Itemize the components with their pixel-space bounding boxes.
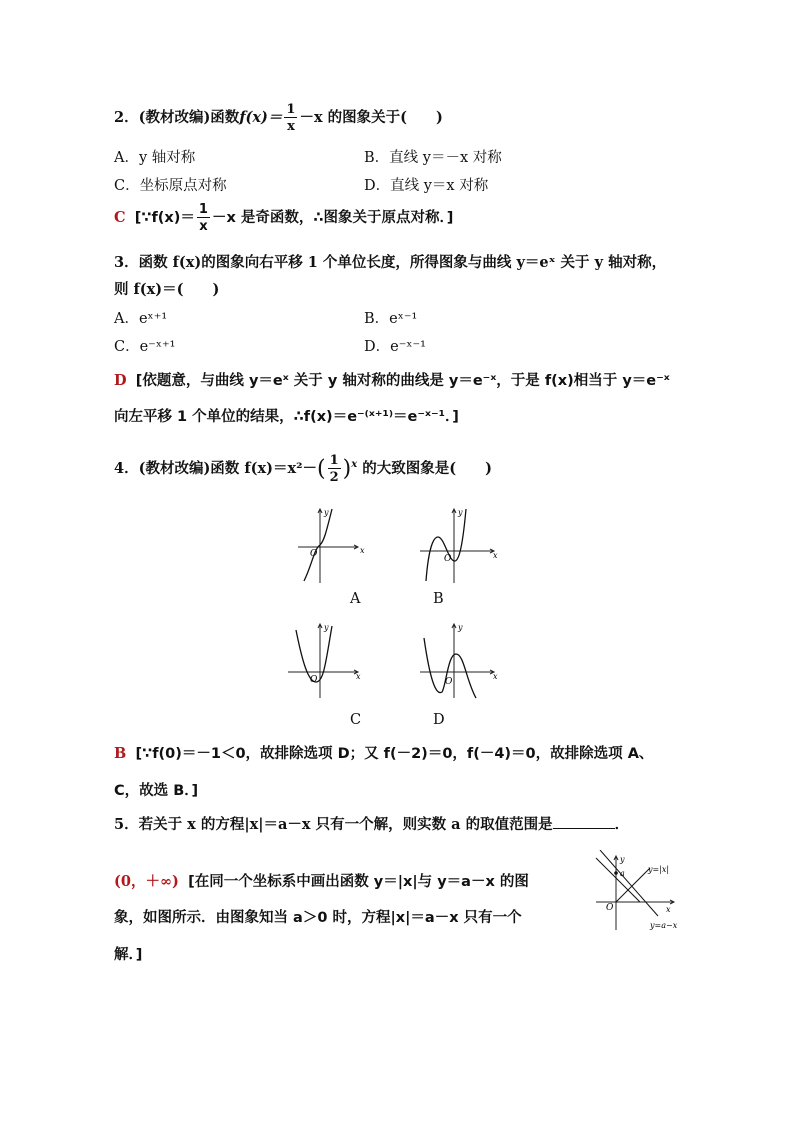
q2-fx: f(x)＝ <box>239 109 283 126</box>
q3-line1: 3．函数 f(x)的图象向右平移 1 个单位长度，所得图象与曲线 y＝eˣ 关于 y 轴对称， <box>114 254 667 271</box>
q5-explanation-line3: 解．] <box>114 947 143 963</box>
q5-answer-blank <box>553 816 615 829</box>
graph-c <box>286 620 368 700</box>
graph-a-origin: O <box>310 549 318 559</box>
q5-fig-x-label: x <box>666 905 671 914</box>
q2-option-d: D．直线 y＝x 对称 <box>364 178 489 194</box>
graph-c-x-label: x <box>356 672 361 681</box>
q5-stem <box>114 813 629 834</box>
q5-explanation-line1 <box>114 870 529 891</box>
q5-fig-a-label: a <box>620 869 625 878</box>
q4-paren-fraction <box>328 454 341 484</box>
q2-exp-fraction <box>197 203 210 233</box>
q5-end: ． <box>614 816 630 833</box>
q3-option-c: C．e⁻ˣ⁺¹ <box>114 339 176 355</box>
q3-exp-line1: [依题意，与曲线 y＝eˣ 关于 y 轴对称的曲线是 y＝e⁻ˣ，于是 f(x)相当于 y＝e⁻ˣ <box>135 373 670 389</box>
q2-stem <box>114 103 443 133</box>
graph-a <box>296 505 368 585</box>
graph-b <box>418 505 500 585</box>
q4-paren-den: 2 <box>329 470 339 485</box>
graph-d-x-label: x <box>493 672 498 681</box>
q4-paren-num: 1 <box>329 453 339 468</box>
q4-prefix: 4．(教材改编)函数 f(x)＝x²－ <box>114 460 317 477</box>
q2-exp-pre: [∵f(x)＝ <box>134 210 195 226</box>
q3-line2: 则 f(x)＝( ) <box>114 281 220 298</box>
q4-explanation-line2: C，故选 B．] <box>114 783 199 799</box>
q2-option-a: A．y 轴对称 <box>114 150 196 166</box>
graph-d-origin: O <box>445 677 453 687</box>
graph-b-y-label: y <box>458 508 463 517</box>
graph-b-label: B <box>433 591 444 607</box>
graph-d-label: D <box>433 712 445 728</box>
q5-fig-origin: O <box>606 903 614 913</box>
q2-answer: C <box>114 209 126 226</box>
q3-option-a: A．eˣ⁺¹ <box>114 311 168 327</box>
graph-c-label: C <box>350 712 362 728</box>
graph-c-origin: O <box>310 675 318 685</box>
q4-explanation-line1 <box>114 742 653 763</box>
q2-tail: －x 的图象关于( ) <box>299 109 443 126</box>
graph-c-y-label: y <box>324 623 329 632</box>
graph-a-y-label: y <box>324 508 329 517</box>
q4-answer: B <box>114 745 127 762</box>
q2-exp-num: 1 <box>198 202 208 217</box>
q2-option-c: C．坐标原点对称 <box>114 178 227 194</box>
q3-explanation-line1 <box>114 369 670 390</box>
q2-option-b: B．直线 y＝－x 对称 <box>364 150 502 166</box>
q4-exponent: x <box>351 459 358 471</box>
graph-d <box>418 620 500 700</box>
q3-explanation-line2: 向左平移 1 个单位的结果，∴f(x)＝e⁻⁽ˣ⁺¹⁾＝e⁻ˣ⁻¹．] <box>114 409 459 425</box>
q2-explanation <box>114 203 453 233</box>
graph-b-x-label: x <box>493 551 498 560</box>
q4-tail: 的大致图象是( ) <box>357 460 492 477</box>
q2-exp-den: x <box>199 219 208 234</box>
graph-d-y-label: y <box>458 623 463 632</box>
q2-frac-num: 1 <box>286 102 296 117</box>
q4-exp-line1: [∵f(0)＝－1＜0，故排除选项 D；又 f(－2)＝0，f(－4)＝0，故排除选项 A、 <box>135 746 654 762</box>
q4-stem: 4．(教材改编)函数 f(x)＝x²－( $\frac{1}{2}$ )$^x$ 的大致图象是( ) <box>114 453 492 485</box>
graph-a-x-label: x <box>360 546 365 555</box>
q2-fraction <box>284 103 297 133</box>
graph-b-origin: O <box>444 554 452 564</box>
q5-explanation-line2: 象，如图所示．由图象知当 a＞0 时，方程|x|＝a－x 只有一个 <box>114 910 522 926</box>
graph-a-label: A <box>350 591 361 607</box>
q3-option-b: B．eˣ⁻¹ <box>364 311 418 327</box>
q2-exp-post: －x 是奇函数，∴图象关于原点对称．] <box>211 210 454 226</box>
q5-figure <box>594 850 694 932</box>
q3-option-d: D．e⁻ˣ⁻¹ <box>364 339 426 355</box>
q5-fig-y-label: y <box>620 855 625 864</box>
q3-answer: D <box>114 372 127 389</box>
q5-fig-line-label: y=a−x <box>650 921 678 930</box>
q5-fig-abs-label: y=|x| <box>648 865 670 874</box>
q5-text: 5．若关于 x 的方程|x|＝a－x 只有一个解，则实数 a 的取值范围是 <box>114 816 553 833</box>
q2-frac-den: x <box>287 119 295 134</box>
q5-exp-line1: [在同一个坐标系中画出函数 y＝|x|与 y＝a－x 的图 <box>188 874 529 890</box>
q2-prefix: 2．(教材改编)函数 <box>114 109 240 126</box>
q5-answer: (0，＋∞) <box>114 873 179 890</box>
